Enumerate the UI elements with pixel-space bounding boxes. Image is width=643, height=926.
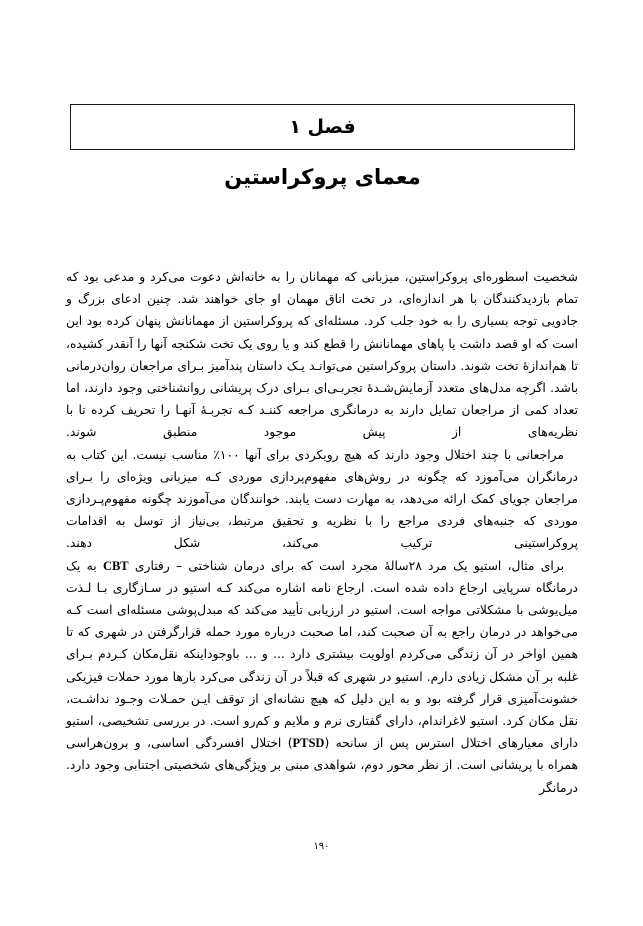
chapter-heading-box <box>70 104 575 150</box>
paragraph-3: برای مثال، استیو یک مرد ۲۸سالهٔ مجرد است که برای درمان شناختی – رفتاری CBT به یک درمانگاه سرپایی ارجاع داده شده است. ارجاع نامه اشاره می‌کند کـه استیو در سـازگاری بـا لـذت میل‌یوشی با مشکلاتی مواجه است. استیو در ارزیابی تأیید می‌کند که مبدل‌پوشی مسئله‌ای است کـه می‌خواهد در درمان راجع به آن صحبت کند، اما صحبت درباره مورد حمله قرارگرفتن در شهری که تا همین اواخر در آن زندگی می‌کردم اولویت بیشتری دارد ... و ... باوجوداینکه نقل‌مکان کـردم بـرای غلبه بر آن مشکل زیادی دارم. استیو در شهری که قبلاً در آن زندگی می‌کرد بارها مورد حملات فیزیکی خشونت‌آمیزی قرار گرفته بود و به این دلیل که هیچ نشانه‌ای از توقف ایـن حمـلات وجـود نداشـت، نقل مکان کرد. استیو لاغراندام، دارای گفتاری نرم و ملایم و کم‌رو است. در بررسی تشخیصی، استیو دارای معیارهای اختلال استرس پس از سانحه (PTSD) اختلال افسردگی اساسی، و برون‌هراسی همراه با پریشانی است. از نظر محور دوم، شواهدی مبنی بر ویژگی‌های شخصیتی اجتنابی وجود دارد. درمانگر <box>66 558 578 795</box>
paragraph-1: شخصیت اسطوره‌ای پروکراستین، میزبانی که مهمانان را به خانه‌اش دعوت می‌کرد و مدعی بود که تمام بازدیدکنندگان با هر اندازه‌ای، در تخت اتاق مهمان او جای خواهند شد. چنین ادعای بزرگ و جادویی توجه بسیاری را به خود جلب کرد. مسئله‌ای که پروکراستین از مهمانانش پنهان کرده بود این است که او قصد داشت یا پاهای مهمانانش را قطع کند و یا روی یک تخت شکنجه آنها را آنقدر کشیده، تا هم‌اندازهٔ تخت شوند. داستان پروکراستین می‌توانـد یـک داستان پندآمیز بـرای مراجعان روان‌درمانی باشد. اگرچه مدل‌های متعدد آزمایش‌شـدهٔ تجربـی‌ای بـرای درک پریشانی روانشناختی وجود دارند، اما تعداد کمی از مراجعان تمایل دارند به درمانگری مراجعه کننـد کـه تجربـهٔ آنهـا را تحریف کرده تا با نظریه‌های از پیش موجود منطبق شوند. <box>66 270 578 440</box>
acronym: PTSD <box>292 736 325 751</box>
body-text <box>66 266 578 799</box>
page-number: ۱۹۰ <box>313 841 330 852</box>
paragraph-2: مراجعانی با چند اختلال وجود دارند که هیچ رویکردی برای آنها ۱۰۰٪ مناسب نیست. این کتاب به درمانگران می‌آموزد که چگونه در روش‌های مفهوم‌پردازی موردی کـه میزبانی ویژه‌ای را بـرای مراجعان جویای کمک ارائه می‌دهد، به مهارت دست یابند. خوانندگان می‌آموزند چگونه مفهوم‌پـردازی موردی که جنبه‌های فردی مراجع را با نظریه و تحقیق مرتبط، بی‌نیاز از توسل به اقدامات پروکراستینی ترکیب می‌کند، شکل دهند. <box>66 447 578 551</box>
page-title: معمای پروکراستین <box>224 165 421 189</box>
chapter-label: فصل ۱ <box>289 116 356 138</box>
acronym: CBT <box>102 558 129 573</box>
